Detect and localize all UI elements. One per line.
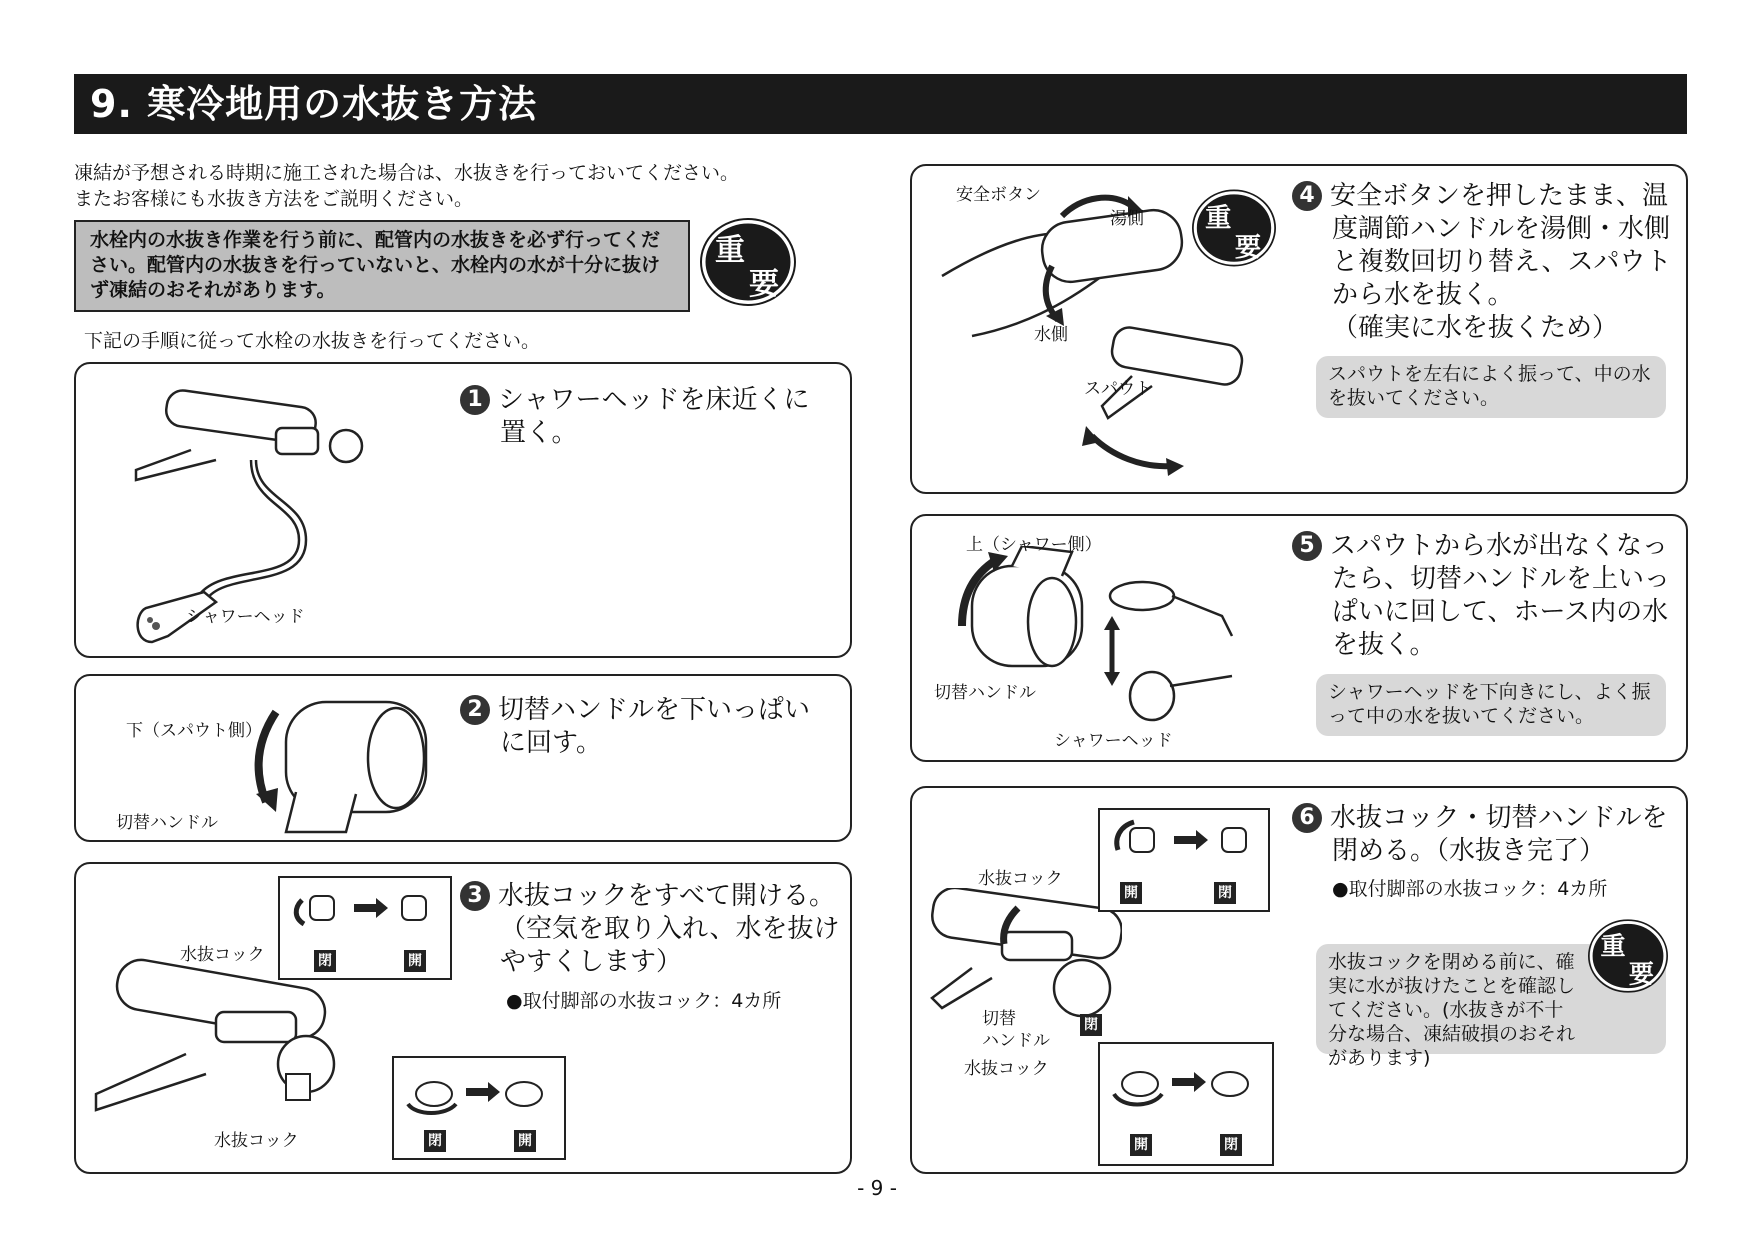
intro-line-2: またお客様にも水抜き方法をご説明ください。 <box>74 188 474 210</box>
step-number-6: 6 <box>1292 803 1322 833</box>
step-5-panel <box>910 514 1688 762</box>
step-2-line-2: に回す。 <box>500 728 602 758</box>
step-5-line-4: を抜く。 <box>1332 630 1436 660</box>
closed-label-6c: 閉 <box>1080 1014 1102 1036</box>
label-down-spout: 下（スパウト側） <box>126 721 262 741</box>
step-6-note: 水抜コックを閉める前に、確実に水が抜けたことを確認してください。(水抜きが不十分な場合、凍結破損のおそれがあります) <box>1316 944 1666 1054</box>
step-4-title <box>1292 180 1672 345</box>
open-label-2: 開 <box>514 1130 536 1152</box>
label-hot-side: 湯側 <box>1110 209 1144 229</box>
inset-top-cock-6 <box>1098 808 1270 912</box>
warning-box: 水栓内の水抜き作業を行う前に、配管内の水抜きを必ず行ってください。配管内の水抜きを行っていないと、水栓内の水が十分に抜けず凍結のおそれがあります。 <box>74 220 690 312</box>
important-badge <box>700 214 796 310</box>
label-spout: スパウト <box>1084 379 1152 399</box>
label-switch-6b: ハンドル <box>982 1031 1050 1051</box>
important-badge-3 <box>1588 916 1668 996</box>
step-1-panel <box>74 362 852 658</box>
step-5-line-1: スパウトから水が出なくなっ <box>1330 531 1669 561</box>
step-number-4: 4 <box>1292 181 1322 211</box>
step-2-panel <box>74 674 852 842</box>
shower-drain-illustration <box>942 546 1262 746</box>
closed-label-6: 閉 <box>1214 882 1236 904</box>
step-1-line-2: 置く。 <box>500 418 578 448</box>
closed-label-6b: 閉 <box>1220 1134 1242 1156</box>
step-number-3: 3 <box>460 881 490 911</box>
knob-open-arrow-icon <box>394 1058 564 1118</box>
label-drain-cock-2: 水抜コック <box>214 1131 299 1151</box>
step-6-line-1: 水抜コック・切替ハンドルを <box>1330 803 1668 833</box>
step-4-note: スパウトを左右によく振って、中の水を抜いてください。 <box>1316 356 1666 418</box>
step-4-line-3: と複数回切り替え、スパウト <box>1332 247 1672 277</box>
label-switch-handle-5: 切替ハンドル <box>934 683 1036 703</box>
step-number-1: 1 <box>460 385 490 415</box>
step-4-line-1: 安全ボタンを押したまま、温 <box>1330 181 1669 211</box>
badge-char-2: 要 <box>749 267 779 302</box>
step-3-bullet: ●取付脚部の水抜コック：4カ所 <box>506 990 782 1012</box>
inset-bottom-cock-6 <box>1098 1042 1274 1166</box>
step-6-line-2: 閉める。（水抜き完了） <box>1332 836 1606 866</box>
badge-char-1: 重 <box>715 233 745 268</box>
badge-3-char-1: 重 <box>1600 931 1626 961</box>
badge-3-char-2: 要 <box>1628 959 1654 989</box>
label-switch-6a: 切替 <box>982 1009 1016 1029</box>
closed-label-2: 閉 <box>424 1130 446 1152</box>
label-drain-cock-6b: 水抜コック <box>964 1059 1049 1079</box>
step-5-title <box>1292 530 1670 662</box>
closed-label: 閉 <box>314 950 336 972</box>
label-safety-button: 安全ボタン <box>956 185 1041 205</box>
step-5-line-2: たら、切替ハンドルを上いっ <box>1332 564 1671 594</box>
step-2-line-1: 切替ハンドルを下いっぱい <box>498 695 811 725</box>
step-5-note: シャワーヘッドを下向きにし、よく振って中の水を抜いてください。 <box>1316 674 1666 736</box>
intro-text <box>74 160 739 212</box>
step-4-panel <box>910 164 1688 494</box>
label-up-shower: 上（シャワー側） <box>966 535 1102 555</box>
step-3-title <box>460 880 840 979</box>
cock-close-arrow-icon <box>1100 810 1270 870</box>
intro-line-1: 凍結が予想される時期に施工された場合は、水抜きを行っておいてください。 <box>74 162 740 184</box>
step-6-title <box>1292 802 1667 868</box>
open-label-6b: 開 <box>1130 1134 1152 1156</box>
label-cold-side: 水側 <box>1034 325 1068 345</box>
knob-close-arrow-icon <box>1100 1044 1270 1114</box>
step-3-line-2: （空気を取り入れ、水を抜け <box>500 914 840 944</box>
step-3-line-1: 水抜コックをすべて開ける。 <box>498 881 835 911</box>
open-label-6: 開 <box>1120 882 1142 904</box>
page-title: 9. 寒冷地用の水抜き方法 <box>74 74 1687 134</box>
label-shower-head: シャワーヘッド <box>186 607 305 627</box>
step-2-title <box>460 694 810 760</box>
badge-2-char-1: 重 <box>1205 203 1232 234</box>
open-label: 開 <box>404 950 426 972</box>
step-6-bullet: ●取付脚部の水抜コック：4カ所 <box>1332 878 1608 900</box>
inset-top-cock <box>278 876 452 980</box>
badge-2-char-2: 要 <box>1234 233 1262 263</box>
label-drain-cock-6a: 水抜コック <box>978 869 1063 889</box>
step-4-line-4: から水を抜く。 <box>1332 280 1514 310</box>
step-5-line-3: ぱいに回して、ホース内の水 <box>1332 597 1669 627</box>
inset-bottom-cock <box>392 1056 566 1160</box>
label-drain-cock-1: 水抜コック <box>180 945 265 965</box>
step-number-2: 2 <box>460 695 490 725</box>
step-6-panel <box>910 786 1688 1174</box>
step-1-title <box>460 384 809 450</box>
important-badge-2 <box>1192 186 1276 270</box>
step-1-line-1: シャワーヘッドを床近くに <box>498 385 810 415</box>
step-3-line-3: やすくします） <box>500 947 683 977</box>
switch-handle-illustration <box>236 682 476 838</box>
step-3-panel <box>74 862 852 1174</box>
step-4-line-5: （確実に水を抜くため） <box>1332 313 1619 343</box>
steps-intro: 下記の手順に従って水栓の水抜きを行ってください。 <box>84 330 541 352</box>
step-number-5: 5 <box>1292 531 1322 561</box>
label-switch-handle: 切替ハンドル <box>116 813 218 833</box>
page-number: - 9 - <box>857 1176 897 1200</box>
step-4-line-2: 度調節ハンドルを湯側・水側 <box>1332 214 1671 244</box>
label-shower-head-5: シャワーヘッド <box>1054 731 1173 751</box>
cock-open-arrow-icon <box>280 878 450 938</box>
